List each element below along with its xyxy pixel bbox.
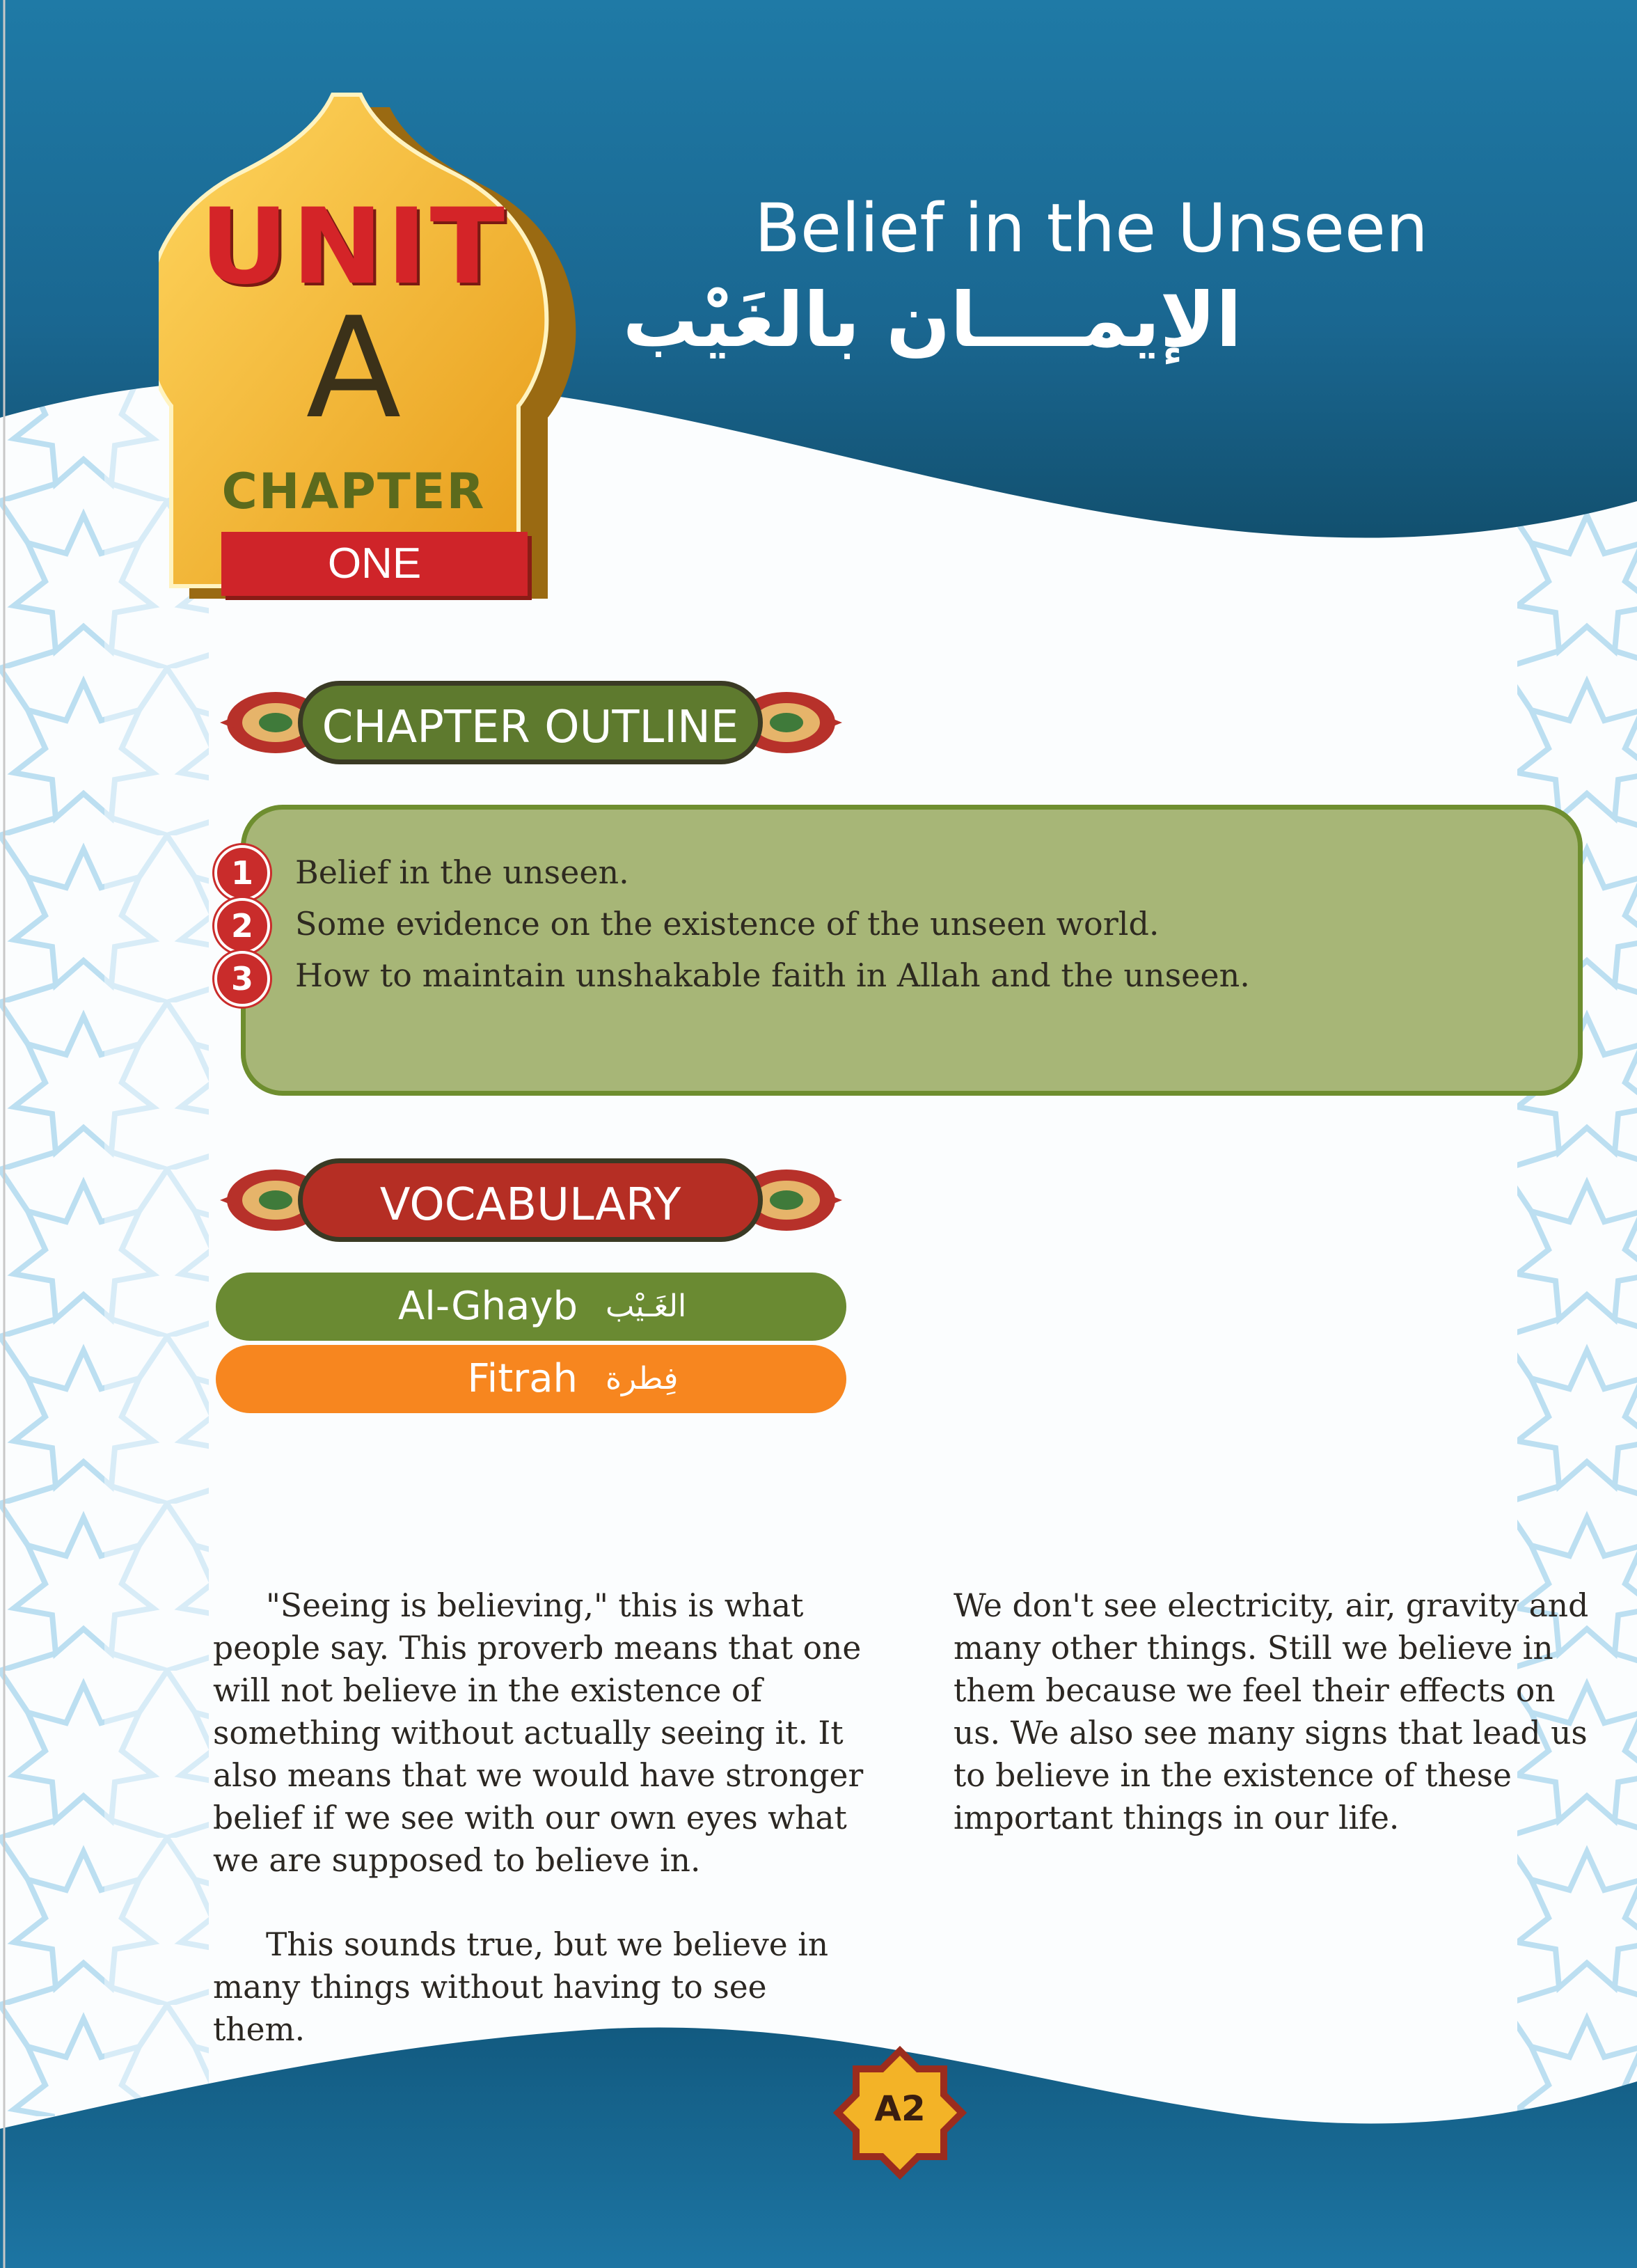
outline-item: Some evidence on the existence of the unseen world. [295, 905, 1160, 943]
vocabulary-heading: VOCABULARY [298, 1158, 763, 1242]
vocabulary-term [216, 1345, 846, 1413]
page-title-arabic: الإيمــــان بالغَيْب [622, 277, 1242, 364]
outline-item: How to maintain unshakable faith in Allah and the unseen. [295, 956, 1250, 994]
outline-number-badge: 2 [214, 898, 270, 954]
vocabulary-term-english: Al-Ghayb [397, 1284, 578, 1329]
body-paragraph: We don't see electricity, air, gravity and many other things. Still we believe in them because we feel their effects on us. We also see many signs that lead us to believe in the existence of these important things in our life. [954, 1587, 1589, 1836]
outline-number-badge: 3 [214, 951, 270, 1007]
outline-number-badge: 1 [214, 845, 270, 901]
chapter-number-banner: ONE [221, 532, 528, 596]
vocabulary-term-arabic: الغَـيْب [606, 1289, 687, 1324]
unit-label: UNIT [199, 187, 508, 308]
page-title: Belief in the Unseen [754, 189, 1428, 267]
chapter-label: CHAPTER [221, 463, 486, 520]
page-number: A2 [874, 2088, 926, 2129]
unit-letter: A [306, 288, 402, 450]
body-paragraph: This sounds true, but we believe in many things without having to see them. [213, 1926, 829, 2048]
vocabulary-term-english: Fitrah [467, 1356, 578, 1401]
vocabulary-term-arabic: فِطرة [606, 1361, 679, 1396]
chapter-outline-heading: CHAPTER OUTLINE [298, 681, 763, 764]
body-paragraph: "Seeing is believing," this is what people say. This proverb means that one will not believe in the existence of something without actually seeing it. It also means that we would have stronger belief if we see with our own eyes what we are supposed to believe in. [213, 1587, 864, 1879]
vocabulary-term [216, 1273, 846, 1341]
chapter-outline-box [241, 805, 1583, 1096]
outline-item: Belief in the unseen. [295, 853, 629, 891]
